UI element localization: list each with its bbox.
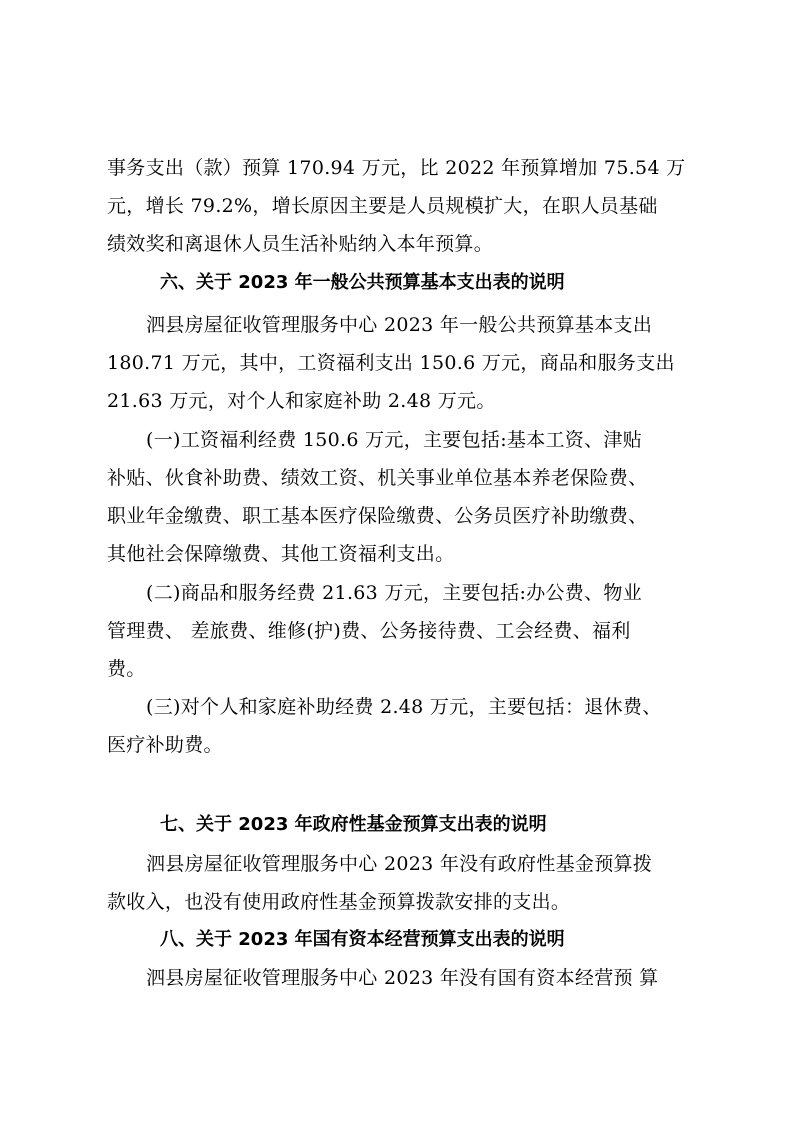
body-text-line: (二)商品和服务经费 21.63 万元，主要包括:办公费、物业: [146, 582, 642, 604]
body-text-line: 泗县房屋征收管理服务中心 2023 年没有国有资本经营预 算: [146, 967, 659, 989]
body-text-line: (三)对个人和家庭补助经费 2.48 万元，主要包括：退休费、: [146, 696, 662, 718]
body-text-line: 补贴、伙食补助费、绩效工资、机关事业单位基本养老保险费、: [107, 467, 648, 489]
body-text-line: 元，增长 79.2%，增长原因主要是人员规模扩大，在职人员基础: [107, 195, 658, 217]
body-text-line: 绩效奖和离退休人员生活补贴纳入本年预算。: [107, 233, 494, 255]
body-text-line: 费。: [107, 658, 146, 680]
body-text-line: 泗县房屋征收管理服务中心 2023 年没有政府性基金预算拨: [146, 853, 653, 875]
body-text-line: 款收入，也没有使用政府性基金预算拨款安排的支出。: [107, 891, 571, 913]
body-text-line: (一)工资福利经费 150.6 万元，主要包括:基本工资、津贴: [146, 429, 642, 451]
body-text-line: 21.63 万元，对个人和家庭补助 2.48 万元。: [107, 390, 496, 412]
body-text-line: 管理费、 差旅费、维修(护)费、公务接待费、工会经费、福利: [107, 620, 631, 642]
section-heading-6: 六、关于 2023 年一般公共预算基本支出表的说明: [160, 272, 565, 293]
section-heading-8: 八、关于 2023 年国有资本经营预算支出表的说明: [160, 929, 565, 950]
body-text-line: 职业年金缴费、职工基本医疗保险缴费、公务员医疗补助缴费、: [107, 505, 648, 527]
body-text-line: 180.71 万元，其中，工资福利支出 150.6 万元，商品和服务支出: [107, 352, 675, 374]
body-text-line: 其他社会保障缴费、其他工资福利支出。: [107, 543, 455, 565]
body-text-line: 事务支出（款）预算 170.94 万元，比 2022 年预算增加 75.54 万: [107, 157, 686, 179]
body-text-line: 泗县房屋征收管理服务中心 2023 年一般公共预算基本支出: [146, 314, 653, 336]
section-heading-7: 七、关于 2023 年政府性基金预算支出表的说明: [160, 814, 547, 835]
body-text-line: 医疗补助费。: [107, 734, 223, 756]
